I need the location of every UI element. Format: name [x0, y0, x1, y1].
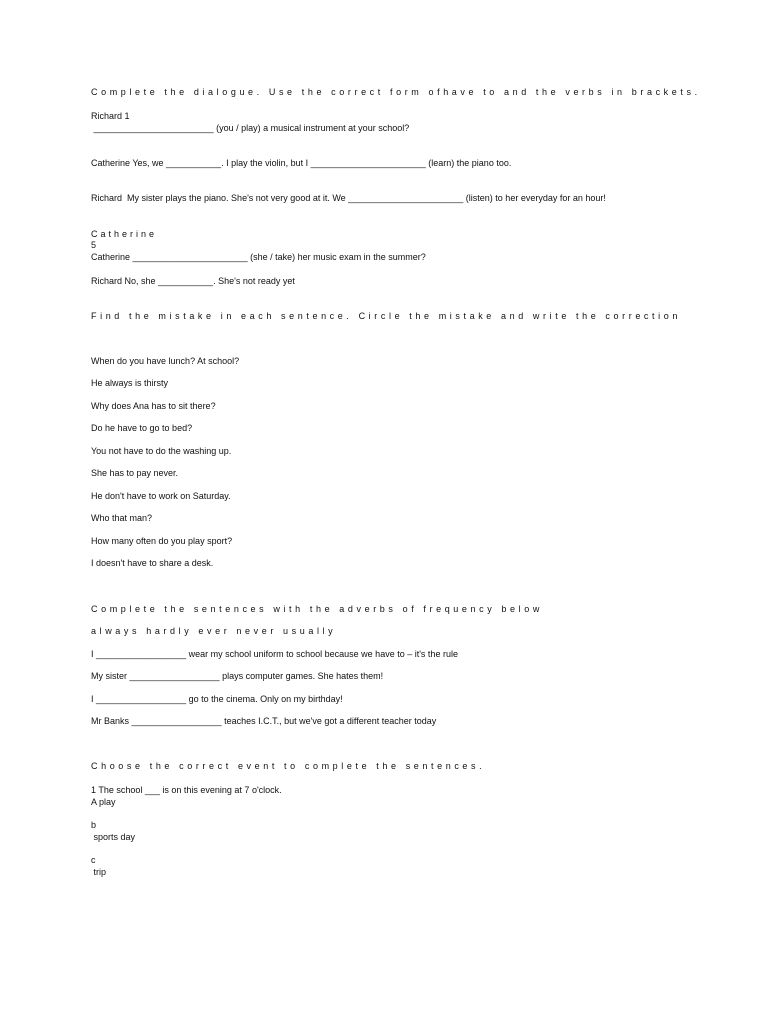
event-option-letter: c [91, 855, 96, 865]
dialogue-line: Richard My sister plays the piano. She's not very good at it. We _______________________ (listen) to her everyday for an hour! [91, 193, 606, 203]
speaker-label: Catherine [91, 229, 158, 239]
dialogue-line: Richard 1 [91, 111, 130, 121]
mistake-sentence: When do you have lunch? At school? [91, 356, 240, 366]
mistake-sentence: He always is thirsty [91, 378, 169, 388]
event-option: A play [91, 797, 116, 807]
event-option: sports day [91, 832, 136, 842]
event-option: trip [91, 867, 107, 877]
dialogue-line: Catherine Yes, we ___________. I play the violin, but I _______________________ (learn) the piano too. [91, 158, 512, 168]
section2-heading: Find the mistake in each sentence. Circle the mistake and write the correction [91, 311, 681, 321]
word-bank: always hardly ever never usually [91, 626, 337, 636]
event-question: 1 The school ___ is on this evening at 7 o'clock. [91, 785, 282, 795]
event-option-letter: b [91, 820, 97, 830]
mistake-sentence: You not have to do the washing up. [91, 446, 232, 456]
dialogue-line: Catherine _______________________ (she / take) her music exam in the summer? [91, 252, 426, 262]
section3-heading: Complete the sentences with the adverbs of frequency below [91, 604, 543, 614]
section1-heading: Complete the dialogue. Use the correct form ofhave to and the verbs in brackets. [91, 87, 701, 97]
section4-heading: Choose the correct event to complete the sentences. [91, 761, 486, 771]
dialogue-line: 5 [91, 240, 97, 250]
mistake-sentence: He don't have to work on Saturday. [91, 491, 231, 501]
mistake-sentence: I doesn't have to share a desk. [91, 558, 214, 568]
dialogue-line: ________________________ (you / play) a musical instrument at your school? [91, 123, 410, 133]
frequency-sentence: My sister __________________ plays computer games. She hates them! [91, 671, 384, 681]
mistake-sentence: She has to pay never. [91, 468, 179, 478]
frequency-sentence: I __________________ go to the cinema. Only on my birthday! [91, 694, 343, 704]
frequency-sentence: Mr Banks __________________ teaches I.C.T., but we've got a different teacher today [91, 716, 437, 726]
dialogue-line: Richard No, she ___________. She's not ready yet [91, 276, 295, 286]
mistake-sentence: Do he have to go to bed? [91, 423, 193, 433]
mistake-sentence: Who that man? [91, 513, 153, 523]
frequency-sentence: I __________________ wear my school uniform to school because we have to – it's the rule [91, 649, 458, 659]
mistake-sentence: How many often do you play sport? [91, 536, 233, 546]
mistake-sentence: Why does Ana has to sit there? [91, 401, 216, 411]
